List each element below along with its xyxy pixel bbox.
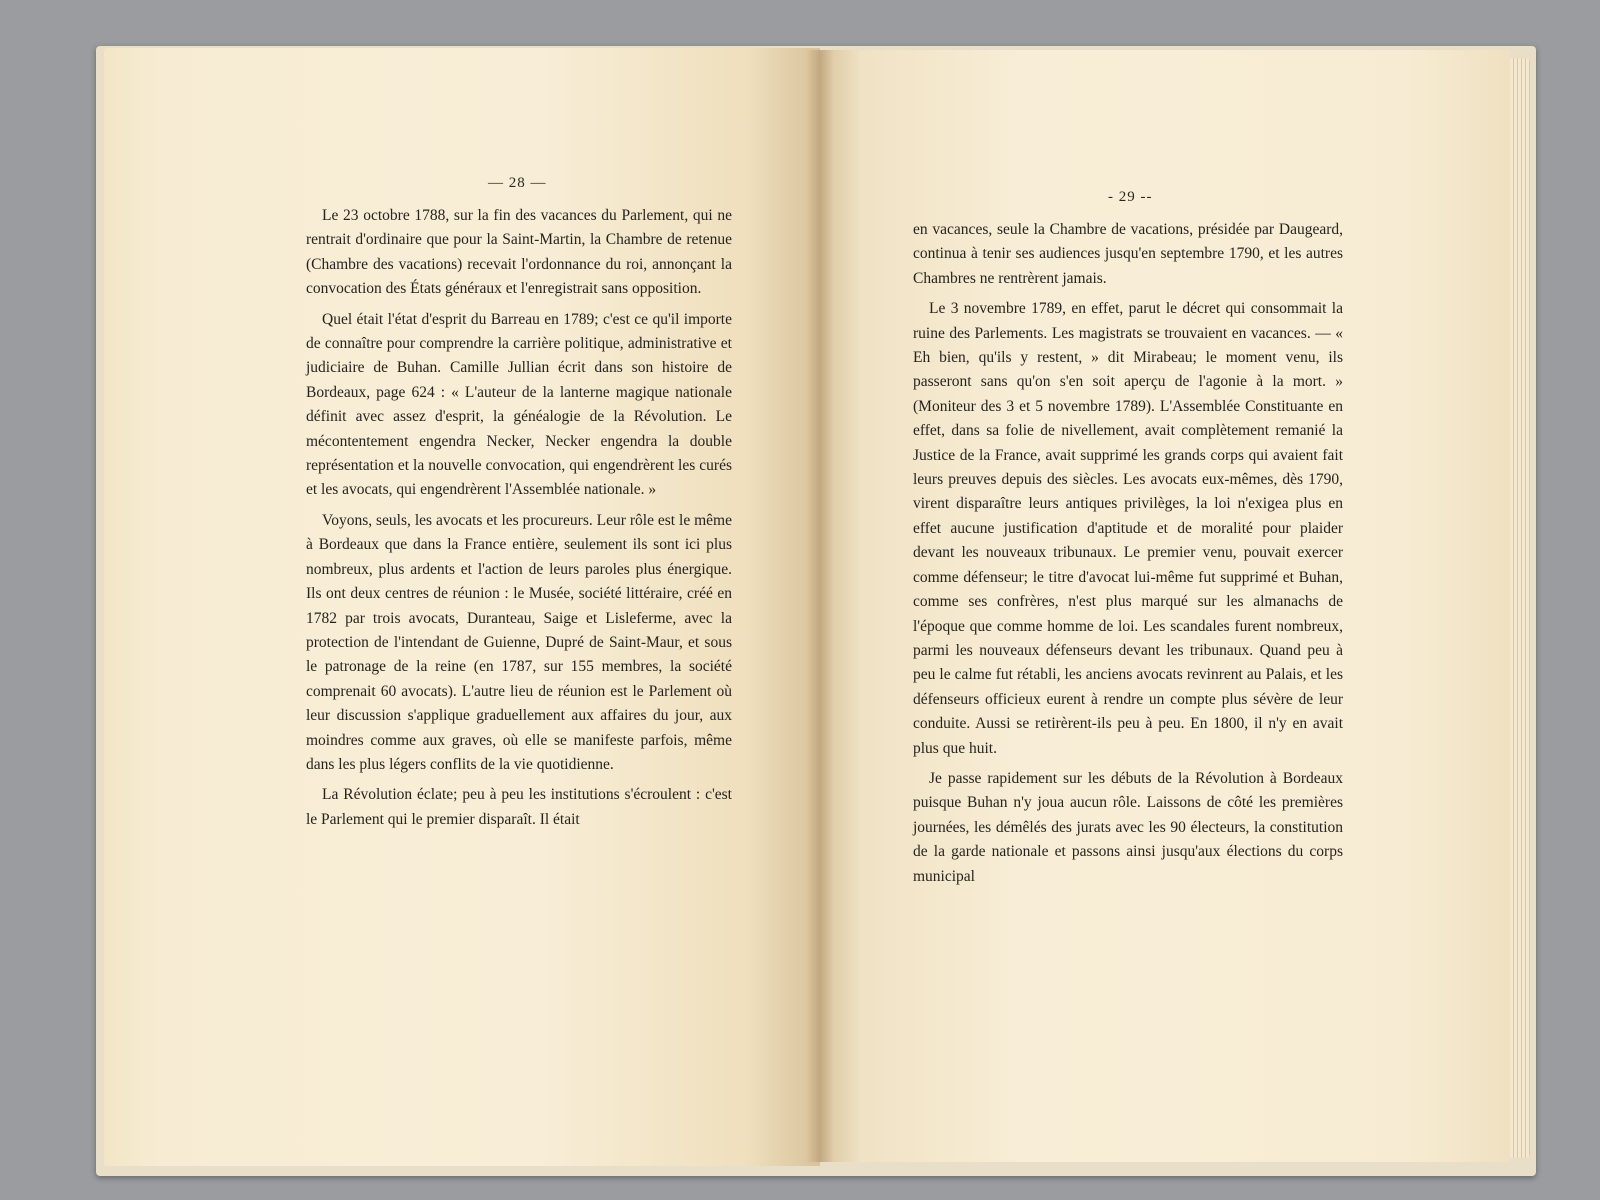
paragraph: Je passe rapidement sur les débuts de la Révolution à Bordeaux puisque Buhan n'y joua aucun rôle. Laissons de côté les premières journées, les démêlés des jurats avec les 90 électeurs, la constitution de la garde nationale et passons ainsi jusqu'aux élections du corps municipal [913,769,1343,885]
paragraph: La Révolution éclate; peu à peu les institutions s'écroulent : c'est le Parlement qui le premier disparaît. Il était [306,786,732,828]
paragraph: Voyons, seuls, les avocats et les procureurs. Leur rôle est le même à Bordeaux que dans la France entière, seulement ils sont ici plus nombreux, plus ardents et l'action de leurs paroles plus énergique. Ils ont deux centres de réunion : le Musée, société littéraire, créé en 1782 par trois avocats, Duranteau, Saige et Lisleferme, avec la protection de l'intendant de Guienne, Dupré de Saint-Maur, et sous le patronage de la reine (en 1787, sur 155 membres, la société comprenait 60 avocats). L'autre lieu de réunion est le Parlement où leur discussion s'applique graduellement aux affaires du jour, aux moindres comme aux graves, où elle se manifeste parfois, même dans les plus légers conflits de la vie quotidienne. [306,511,732,773]
book-gutter [806,50,834,1162]
page-number-right: - 29 -- [1108,189,1153,205]
paragraph: en vacances, seule la Chambre de vacations, présidée par Daugeard, continua à tenir ses audiences jusqu'en septembre 1790, et les autres Chambres ne rentrèrent jamais. [913,221,1343,287]
right-page-text [913,218,1343,895]
paragraph: Le 23 octobre 1788, sur la fin des vacances du Parlement, qui ne rentrait d'ordinaire que pour la Saint-Martin, la Chambre de retenue (Chambre des vacations) recevait l'ordonnance du roi, annonçant la convocation des États généraux et l'enregistrait sans opposition. [306,207,732,298]
paragraph: Le 3 novembre 1789, en effet, parut le décret qui consommait la ruine des Parlements. Les magistrats se trouvaient en vacances. — « Eh bien, qu'ils y restent, » dit Mirabeau; le moment venu, ils passeront sans qu'on s'en soit aperçu de l'agonie à la mort. » (Moniteur des 3 et 5 novembre 1789). L'Assemblée Constituante en effet, dans sa folie de nivellement, avait complètement remanié la Justice de la France, avait supprimé les grands corps qui avaient fait leurs preuves depuis des siècles. Les avocats eux-mêmes, dès 1790, virent disparaître leurs antiques privilèges, la loi n'exigea plus en effet aucune justification d'aptitude et de moralité pour plaider devant les nouveaux tribunaux. Le premier venu, pouvait exercer comme défenseur; le titre d'avocat lui-même fut supprimé et Buhan, comme ses confrères, n'est plus marqué sur les almanachs de l'époque que comme homme de loi. Les scandales furent nombreux, parmi les nouveaux défenseurs devant les tribunaux. Quand peu à peu le calme fut rétabli, les anciens avocats revinrent au Palais, et les défenseurs officieux eurent à rendre un compte plus sévère de leur conduite. Aussi se retirèrent-ils peu à peu. En 1800, il n'y en avait plus que huit. [913,300,1343,757]
paragraph: Quel était l'état d'esprit du Barreau en 1789; c'est ce qu'il importe de connaître pour comprendre la carrière politique, administrative et judiciaire de Buhan. Camille Jullian écrit dans son histoire de Bordeaux, page 624 : « L'auteur de la lanterne magique nationale définit avec assez d'esprit, la généalogie de la Révolution. Le mécontentement engendra Necker, Necker engendra la double représentation et la nouvelle convocation, qui engendrèrent les curés et les avocats, qui engendrèrent l'Assemblée nationale. » [306,310,732,499]
left-page-text [306,204,732,838]
page-number-left: — 28 — [488,175,547,191]
